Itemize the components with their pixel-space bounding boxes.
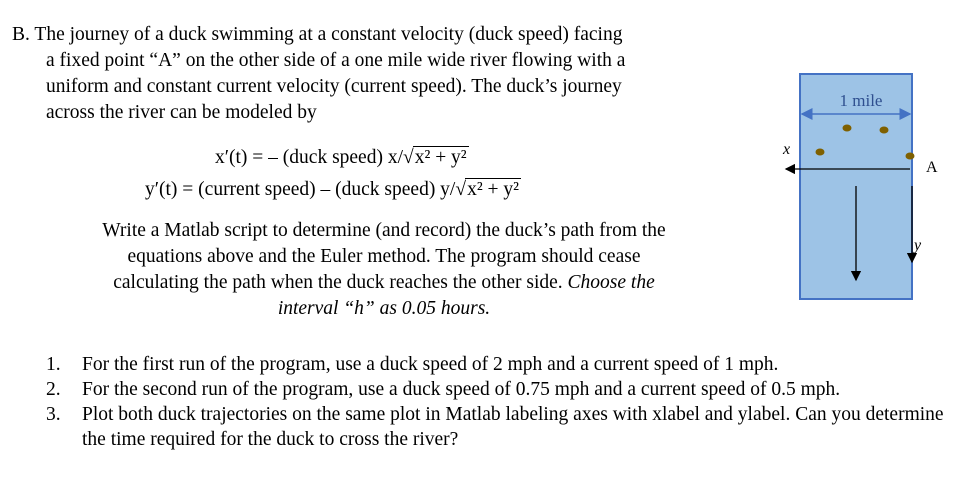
intro-line-4: across the river can be modeled by <box>46 102 317 123</box>
y-axis-label: y <box>914 237 922 254</box>
list-item <box>46 402 946 452</box>
list-item-number: 1. <box>46 354 61 375</box>
list-item-text: Plot both duck trajectories on the same plot in Matlab labeling axes with xlabel and ylabel. Can you determine the time required for the duck to cross the river? <box>82 404 944 450</box>
x-axis-label: x <box>783 141 791 158</box>
instruction-italic-2: interval “h” as 0.05 hours. <box>277 298 491 319</box>
intro-line-3: uniform and constant current velocity (current speed). The duck’s journey <box>46 76 622 97</box>
point-a-label: A <box>926 159 938 176</box>
equation-x-radical: x² + y² <box>414 147 467 168</box>
instruction-line-3-text: calculating the path when the duck reaches the other side. <box>113 272 563 293</box>
equation-x <box>215 146 469 169</box>
duck-dot-icon <box>880 127 889 134</box>
river-diagram-svg <box>770 72 970 312</box>
instruction-line-1: Write a Matlab script to determine (and record) the duck’s path from the <box>102 220 666 241</box>
task-list <box>46 352 946 452</box>
sqrt-sign-icon: √ <box>403 147 414 168</box>
river-diagram <box>770 72 970 312</box>
instruction-italic-1: Choose the <box>567 272 655 293</box>
intro-line-2: a fixed point “A” on the other side of a one mile wide river flowing with a <box>46 50 626 71</box>
equation-y <box>145 178 521 201</box>
instructions <box>24 218 744 322</box>
equation-y-lhs: y′(t) = (current speed) – (duck speed) y/ <box>145 179 456 200</box>
equation-y-radical: x² + y² <box>467 179 520 200</box>
duck-dot-icon <box>906 153 915 160</box>
duck-dot-icon <box>843 125 852 132</box>
problem-intro <box>12 22 752 126</box>
width-label: 1 mile <box>839 91 883 110</box>
equation-x-lhs: x′(t) = – (duck speed) x/ <box>215 147 404 168</box>
list-item-text: For the second run of the program, use a duck speed of 0.75 mph and a current speed of 0.5 mph. <box>82 379 841 400</box>
list-item-number: 2. <box>46 379 61 400</box>
list-item-text: For the first run of the program, use a duck speed of 2 mph and a current speed of 1 mph. <box>82 354 779 375</box>
list-item <box>46 352 946 377</box>
sqrt-sign-icon: √ <box>455 179 467 200</box>
intro-line-1: B. The journey of a duck swimming at a constant velocity (duck speed) facing <box>12 24 623 45</box>
instruction-line-4 <box>24 296 744 322</box>
instruction-line-2: equations above and the Euler method. The program should cease <box>127 246 641 267</box>
duck-dot-icon <box>816 149 825 156</box>
instruction-line-3 <box>24 270 744 296</box>
list-item <box>46 377 946 402</box>
list-item-number: 3. <box>46 404 61 425</box>
